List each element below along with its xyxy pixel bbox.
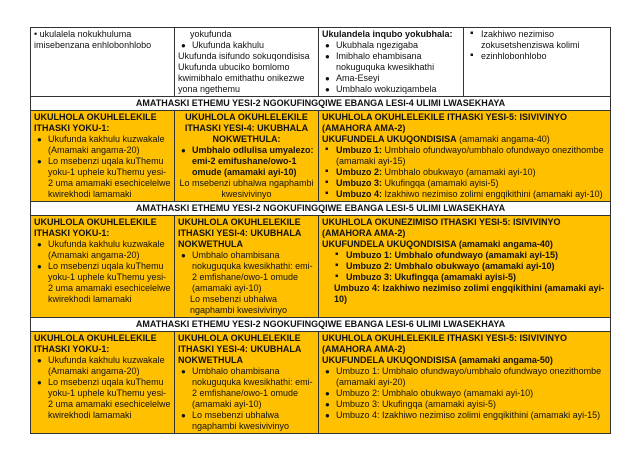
list-item: ● Umbhalo ohambisana nokuguquka kwesikhathi: emi-2 emfishane/owo-1 omude (amamaki ayi-10): [192, 366, 315, 410]
section-heading: AMATHASKI ETHEMU YESI-2 NGOKUFINGQIWE EBANGA LESI-6 ULIMI LWASEKHAYA: [31, 318, 611, 332]
task1-cell: UKULHOLA OKUHLELEKILE ITHASKI YOKU-1: ● Ukufunda kakhulu kuzwakale (Amamaki angama-20) ● Lo msebenzi uqala kuThemu yoku-1 uphele kuThemu yesi-2 uma amamaki esechicelelwe kwirekhodi lamamaki: [31, 111, 175, 202]
list-item: ● Umbuzo 3: Ukufingqa (amamaki ayisi-5): [336, 399, 607, 410]
list-item: ● Lo msebenzi uqala kuThemu yoku-1 uphele kuThemu yesi-2 uma amamaki esechicelelwe kwirekhodi lamamaki: [48, 261, 171, 305]
top-cell-1: • ukulalela nokukhuluma imisebenzana enhlobonhlobo: [31, 28, 175, 97]
section-row: [31, 111, 611, 202]
task4-cell: UKUHLOLA OKUHLELEKILE ITHASKI YESI-4: UKUBHALA NOKWETHULA: ● Umbhalo odlulisa umyalezo: emi-2 emifushane/owo-1 omude (amamaki ayi-10) Lo msebenzi ubhalwa ngaphambi kwesivivinyo: [175, 111, 319, 202]
list-item: ● Umbhalo wokuziqambela: [336, 84, 460, 95]
list-item: ▪ Umbuzo 2: Umbhalo obukwayo (amamaki ayi-10): [346, 261, 607, 272]
list-item: ▪ Umbuzo 2: Umbhalo obukwayo (amamaki ayi-10): [336, 167, 607, 178]
list-item: ▪ ezinhlobonhlobo: [481, 51, 607, 62]
section-heading-row: [31, 97, 611, 111]
section-heading: AMATHASKI ETHEMU YESI-2 NGOKUFINGQIWE EBANGA LESI-4 ULIMI LWASEKHAYA: [31, 97, 611, 111]
list-item: ● Umbhalo ohambisana nokuguquka kwesikhathi: emi-2 emfishane/owo-1 omude (amamaki ayi-10): [192, 250, 315, 294]
task5-cell: UKUHLOLA OKUNEZIMISO ITHASKI YESI-5: ISIVIVINYO (AMAHORA AMA-2) UKUFUNDELA UKUQONDISISA (amamaki angama-40) ▪ Umbuzo 1: Umbhalo ofundwayo (amamaki ayi-15) ▪ Umbuzo 2: Umbhalo obukwayo (amamaki ayi-10) ▪ Umbuzo 3: Ukufingqa (amamaki ayisi-5) Umbuzo 4: Izakhiwo nezimiso zolimi engqikithini (amamaki ayi-10): [319, 216, 611, 318]
list-item: ● Umbuzo 1: Umbhalo ofundwayo/umbhalo ofundwayo onezithombe (amamaki ayi-20): [336, 366, 607, 388]
task5-cell: UKUHLOLA OKUHLELEKILE ITHASKI YESI-5: ISIVIVINYO (AMAHORA AMA-2) UKUFUNDELA UKUQONDISISA (amamaki angama-50) ● Umbuzo 1: Umbhalo ofundwayo/umbhalo ofundwayo onezithombe (amamaki ayi-20) ● Umbuzo 2: Umbhalo obukwayo (amamaki ayi-10) ● Umbuzo 3: Ukufingqa (amamaki ayisi-5) ● Umbuzo 4: Izakhiwo nezimiso zolimi engqikithini (amamaki ayi-15): [319, 332, 611, 434]
section-row: [31, 332, 611, 434]
section-row: [31, 216, 611, 318]
top-row: [31, 28, 611, 97]
list-item: ▪ Umbuzo 3: Ukufingqa (amamaki ayisi-5): [336, 178, 607, 189]
list-item: ● Umbuzo 2: Umbhalo obukwayo (amamaki ayi-10): [336, 388, 607, 399]
list-item: ● Ukufunda kakhulu: [192, 40, 315, 51]
list-item: ● Ukufunda kakhulu kuzwakale (Amamaki angama-20): [48, 355, 171, 377]
section-heading-row: [31, 318, 611, 332]
list-item: ● Lo msebenzi uqala kuThemu yoku-1 uphele kuThemu yesi-2 uma amamaki esechicelelwe kwirekhodi lamamaki: [48, 156, 171, 200]
task1-cell: UKUHLOLA OKUHLELEKILE ITHASKI YOKU-1: ● Ukufunda kakhulu kuzwakale (Amamaki angama-20) ● Lo msebenzi uqala kuThemu yoku-1 uphele kuThemu yesi-2 uma amamaki esechicelelwe kwirekhodi lamamaki: [31, 216, 175, 318]
top-cell-3: Ukulandela inqubo yokubhala: ● Ukubhala ngezigaba ● Imibhalo ehambisana nokuguquka kwesikhathi ● Ama-Eseyi ● Umbhalo wokuziqambela: [319, 28, 464, 97]
top-cell-2: yokufunda ● Ukufunda kakhulu Ukufunda isifundo sokuqondisisa Ukufunda ubuciko bomlomo kwimibhalo emithathu onikezwe yona ngethemu: [175, 28, 319, 97]
list-item: ▪ Umbuzo 4: Izakhiwo nezimiso zolimi engqikithini (amamaki ayi-10): [336, 189, 607, 200]
top-cell-4: [464, 28, 611, 97]
task4-cell: UKUHLOLA OKUHLELEKILE ITHASKI YESI-4: UKUBHALA NOKWETHULA ● Umbhalo ohambisana nokuguquka kwesikhathi: emi-2 emfishane/owo-1 omude (amamaki ayi-10) Lo msebenzi ubhalwa ngaphambi kwesivivinyo: [175, 216, 319, 318]
list-item: ▪ Umbuzo 1: Umbhalo ofundwayo/umbhalo ofundwayo onezithombe (amamaki ayi-15): [336, 145, 607, 167]
list-item: ● Lo msebenzi ubhalwa ngaphambi kwesivivinyo: [192, 410, 315, 432]
list-item: ● Umbuzo 4: Izakhiwo nezimiso zolimi engqikithini (amamaki ayi-15): [336, 410, 607, 421]
list-item: ● Imibhalo ehambisana nokuguquka kwesikhathi: [336, 51, 460, 73]
list-item: ▪ Umbuzo 3: Ukufingqa (amamaki ayisi-5): [346, 272, 607, 283]
list-item: ● Ama-Eseyi: [336, 73, 460, 84]
curriculum-table: [30, 27, 611, 434]
section-heading: AMATHASKI ETHEMU YESI-2 NGOKUFINGQIWE EBANGA LESI-5 ULIMI LWASEKHAYA: [31, 202, 611, 216]
task1-cell: UKUHLOLA OKUHLELEKILE ITHASKI YOKU-1: ● Ukufunda kakhulu kuzwakale (Amamaki angama-20) ● Lo msebenzi uqala kuThemu yoku-1 uphele kuThemu yesi-2 uma amamaki esechicelelwe kwirekhodi lamamaki: [31, 332, 175, 434]
list-item: ● Umbhalo odlulisa umyalezo: emi-2 emifushane/owo-1 omude (amamaki ayi-10): [192, 145, 315, 178]
list-item: ● Ukufunda kakhulu kuzwakale (Amamaki angama-20): [48, 134, 171, 156]
list-item: ▪ Izakhiwo nezimiso zokusetshenziswa kolimi: [481, 29, 607, 51]
task5-cell: UKUHLOLA OKUHLELEKILE ITHASKI YESI-5: ISIVIVINYO (AMAHORA AMA-2) UKUFUNDELA UKUQONDISISA (amamaki angama-40) ▪ Umbuzo 1: Umbhalo ofundwayo/umbhalo ofundwayo onezithombe (amamaki ayi-15) ▪ Umbuzo 2: Umbhalo obukwayo (amamaki ayi-10) ▪ Umbuzo 3: Ukufingqa (amamaki ayisi-5) ▪ Umbuzo 4: Izakhiwo nezimiso zolimi engqikithini (amamaki ayi-10): [319, 111, 611, 202]
section-heading-row: [31, 202, 611, 216]
list-item: ● Ukufunda kakhulu kuzwakale (Amamaki angama-20): [48, 239, 171, 261]
list-item: ▪ Umbuzo 1: Umbhalo ofundwayo (amamaki ayi-15): [346, 250, 607, 261]
list-item: ● Lo msebenzi uqala kuThemu yoku-1 uphele kuThemu yesi-2 uma amamaki esechicelelwe kwirekhodi lamamaki: [48, 377, 171, 421]
list-item: ● Ukubhala ngezigaba: [336, 40, 460, 51]
task4-cell: UKUHLOLA OKUHLELEKILE ITHASKI YESI-4: UKUBHALA NOKWETHULA ● Umbhalo ohambisana nokuguquka kwesikhathi: emi-2 emfishane/owo-1 omude (amamaki ayi-10) ● Lo msebenzi ubhalwa ngaphambi kwesivivinyo: [175, 332, 319, 434]
